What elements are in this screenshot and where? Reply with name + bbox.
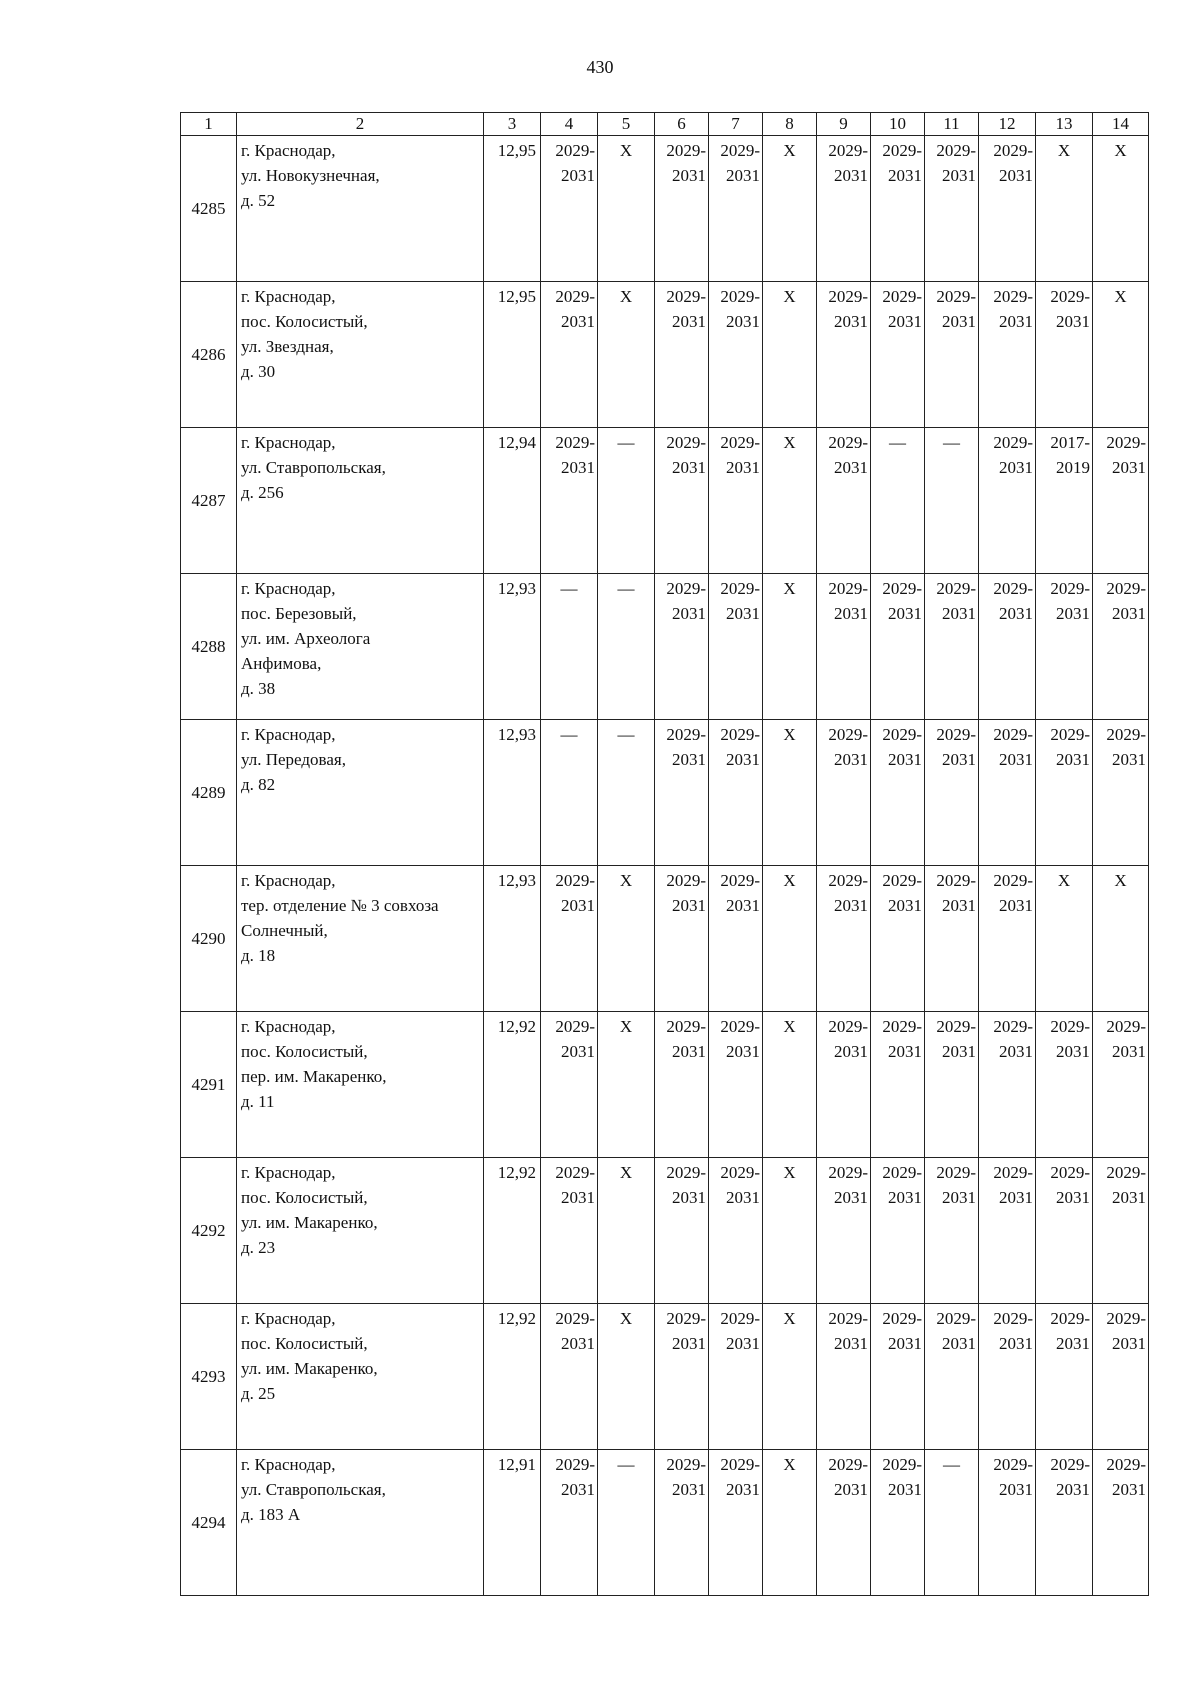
period-text: 2029- 2031 [828, 433, 868, 477]
period-cell [817, 574, 871, 720]
address-cell: г. Краснодар, пос. Колосистый, ул. им. Макаренко, д. 23 [237, 1158, 484, 1304]
period-cell [979, 574, 1036, 720]
period-text: Х [619, 1309, 633, 1328]
period-text: 2029- 2031 [666, 433, 706, 477]
period-cell [655, 574, 709, 720]
value-cell: 12,92 [484, 1012, 541, 1158]
period-text: Х [783, 579, 796, 598]
period-cell [763, 282, 817, 428]
period-text: 2029- 2031 [828, 579, 868, 623]
column-header: 2 [237, 113, 484, 136]
table-row [181, 1450, 1149, 1596]
period-text: 2029- 2031 [666, 579, 706, 623]
period-cell [1093, 282, 1149, 428]
table-row [181, 1158, 1149, 1304]
period-cell [979, 1450, 1036, 1596]
period-text: 2029- 2031 [993, 287, 1033, 331]
period-cell [925, 136, 979, 282]
period-cell [1036, 720, 1093, 866]
period-cell [709, 428, 763, 574]
table-body [181, 136, 1149, 1596]
period-cell [871, 720, 925, 866]
address-cell: г. Краснодар, ул. Новокузнечная, д. 52 [237, 136, 484, 282]
period-cell [817, 136, 871, 282]
period-text: 2029- 2031 [882, 579, 922, 623]
period-text: 2029- 2031 [828, 287, 868, 331]
period-text: 2029- 2031 [555, 287, 595, 331]
period-text: 2029- 2031 [1106, 725, 1146, 769]
period-text: Х [783, 725, 796, 744]
period-cell [817, 1158, 871, 1304]
period-text: — [560, 725, 578, 744]
period-text: 2029- 2031 [882, 871, 922, 915]
period-text: 2029- 2031 [936, 725, 976, 769]
period-cell [817, 866, 871, 1012]
period-cell [763, 428, 817, 574]
period-text: Х [783, 1455, 796, 1474]
value-cell: 12,93 [484, 574, 541, 720]
period-cell [763, 1304, 817, 1450]
period-text: 2029- 2031 [828, 141, 868, 185]
period-cell [598, 1450, 655, 1596]
period-cell [709, 282, 763, 428]
period-text: 2029- 2031 [666, 725, 706, 769]
value-cell: 12,94 [484, 428, 541, 574]
period-cell [709, 574, 763, 720]
period-text: 2029- 2031 [882, 1017, 922, 1061]
period-cell [655, 1450, 709, 1596]
period-cell [598, 1304, 655, 1450]
period-text: — [617, 433, 635, 452]
period-cell [979, 1158, 1036, 1304]
row-number: 4290 [181, 866, 237, 1012]
period-text: 2029- 2031 [666, 1455, 706, 1499]
period-cell [763, 574, 817, 720]
period-text: Х [1114, 287, 1127, 306]
row-number: 4293 [181, 1304, 237, 1450]
period-text: 2029- 2031 [720, 1309, 760, 1353]
period-text: 2029- 2031 [555, 871, 595, 915]
period-cell [1093, 1304, 1149, 1450]
value-cell: 12,93 [484, 720, 541, 866]
period-text: 2029- 2031 [993, 433, 1033, 477]
period-text: 2029- 2031 [666, 871, 706, 915]
period-text: Х [1114, 871, 1127, 890]
period-cell [655, 720, 709, 866]
period-text: 2029- 2031 [828, 1309, 868, 1353]
period-cell [655, 1158, 709, 1304]
row-number: 4291 [181, 1012, 237, 1158]
period-text: Х [619, 1017, 633, 1036]
period-text: 2029- 2031 [936, 871, 976, 915]
row-number: 4288 [181, 574, 237, 720]
period-cell [655, 1012, 709, 1158]
column-header: 7 [709, 113, 763, 136]
table-row [181, 136, 1149, 282]
period-text: 2029- 2031 [666, 1163, 706, 1207]
row-number: 4294 [181, 1450, 237, 1596]
period-text: 2029- 2031 [1050, 1163, 1090, 1207]
period-cell [979, 866, 1036, 1012]
period-text: 2029- 2031 [1106, 579, 1146, 623]
period-text: 2029- 2031 [720, 287, 760, 331]
period-text: 2029- 2031 [555, 141, 595, 185]
period-cell [541, 1012, 598, 1158]
period-text: 2029- 2031 [555, 1455, 595, 1499]
column-header: 4 [541, 113, 598, 136]
period-text: 2029- 2031 [666, 1017, 706, 1061]
period-cell [979, 136, 1036, 282]
period-cell [598, 282, 655, 428]
column-header: 6 [655, 113, 709, 136]
period-text: 2029- 2031 [555, 1017, 595, 1061]
period-cell [763, 1450, 817, 1596]
row-number: 4292 [181, 1158, 237, 1304]
period-text: 2029- 2031 [936, 287, 976, 331]
period-cell [598, 866, 655, 1012]
period-cell [817, 1304, 871, 1450]
address-cell: г. Краснодар, пос. Колосистый, пер. им. Макаренко, д. 11 [237, 1012, 484, 1158]
period-text: Х [1057, 871, 1071, 890]
period-text: 2029- 2031 [720, 871, 760, 915]
column-header: 11 [925, 113, 979, 136]
row-number: 4286 [181, 282, 237, 428]
period-cell [541, 1450, 598, 1596]
column-header: 1 [181, 113, 237, 136]
period-cell [925, 720, 979, 866]
period-text: Х [619, 141, 633, 160]
table-row [181, 282, 1149, 428]
period-text: 2017- 2019 [1050, 433, 1090, 477]
period-text: 2029- 2031 [993, 1455, 1033, 1499]
period-text: — [617, 725, 635, 744]
period-cell [871, 574, 925, 720]
value-cell: 12,93 [484, 866, 541, 1012]
register-table [180, 112, 1149, 1596]
period-text: 2029- 2031 [720, 1163, 760, 1207]
period-text: — [560, 579, 578, 598]
period-cell [1036, 574, 1093, 720]
period-cell [979, 428, 1036, 574]
period-cell [1093, 1450, 1149, 1596]
period-cell [763, 866, 817, 1012]
period-cell [1093, 574, 1149, 720]
period-text: — [617, 579, 635, 598]
header-row [181, 113, 1149, 136]
period-cell [541, 282, 598, 428]
period-text: 2029- 2031 [1106, 433, 1146, 477]
period-cell [925, 1450, 979, 1596]
period-cell [709, 1012, 763, 1158]
period-text: 2029- 2031 [993, 1309, 1033, 1353]
column-header: 12 [979, 113, 1036, 136]
period-cell [709, 136, 763, 282]
value-cell: 12,91 [484, 1450, 541, 1596]
value-cell: 12,92 [484, 1158, 541, 1304]
period-text: 2029- 2031 [1050, 1455, 1090, 1499]
period-text: 2029- 2031 [720, 1455, 760, 1499]
period-text: 2029- 2031 [882, 1163, 922, 1207]
period-text: 2029- 2031 [666, 141, 706, 185]
period-text: 2029- 2031 [993, 1017, 1033, 1061]
period-text: 2029- 2031 [882, 141, 922, 185]
period-text: 2029- 2031 [993, 871, 1033, 915]
period-cell [1036, 1450, 1093, 1596]
period-cell [1036, 428, 1093, 574]
period-cell [871, 136, 925, 282]
period-text: 2029- 2031 [1050, 725, 1090, 769]
period-text: Х [1114, 141, 1127, 160]
period-text: 2029- 2031 [882, 725, 922, 769]
period-text: 2029- 2031 [666, 1309, 706, 1353]
period-cell [871, 1158, 925, 1304]
period-text: 2029- 2031 [720, 725, 760, 769]
period-cell [1093, 866, 1149, 1012]
period-cell [817, 428, 871, 574]
period-cell [541, 428, 598, 574]
column-header: 3 [484, 113, 541, 136]
period-text: 2029- 2031 [1050, 579, 1090, 623]
period-text: 2029- 2031 [720, 579, 760, 623]
period-text: 2029- 2031 [936, 141, 976, 185]
address-cell: г. Краснодар, ул. Ставропольская, д. 256 [237, 428, 484, 574]
period-text: — [889, 433, 906, 452]
period-cell [763, 1158, 817, 1304]
period-cell [1093, 136, 1149, 282]
period-cell [541, 720, 598, 866]
period-cell [1036, 866, 1093, 1012]
period-cell [871, 1450, 925, 1596]
period-cell [655, 1304, 709, 1450]
period-text: 2029- 2031 [882, 287, 922, 331]
table-row [181, 428, 1149, 574]
period-text: 2029- 2031 [720, 141, 760, 185]
period-cell [709, 1450, 763, 1596]
period-cell [817, 1450, 871, 1596]
period-cell [817, 720, 871, 866]
period-text: Х [783, 287, 796, 306]
address-cell: г. Краснодар, ул. Передовая, д. 82 [237, 720, 484, 866]
period-cell [1036, 282, 1093, 428]
period-text: Х [783, 433, 796, 452]
period-cell [598, 720, 655, 866]
table-row [181, 866, 1149, 1012]
table-row [181, 1304, 1149, 1450]
period-cell [925, 428, 979, 574]
period-cell [541, 574, 598, 720]
address-cell: г. Краснодар, ул. Ставропольская, д. 183 А [237, 1450, 484, 1596]
period-text: 2029- 2031 [828, 725, 868, 769]
period-text: 2029- 2031 [882, 1309, 922, 1353]
period-cell [979, 282, 1036, 428]
period-cell [655, 136, 709, 282]
period-cell [925, 574, 979, 720]
period-cell [763, 1012, 817, 1158]
period-cell [979, 720, 1036, 866]
period-text: Х [783, 871, 796, 890]
column-header: 13 [1036, 113, 1093, 136]
period-text: 2029- 2031 [936, 1017, 976, 1061]
period-cell [925, 1012, 979, 1158]
period-cell [709, 866, 763, 1012]
period-text: — [943, 433, 960, 452]
period-cell [925, 282, 979, 428]
period-text: Х [619, 1163, 633, 1182]
period-text: — [617, 1455, 635, 1474]
value-cell: 12,92 [484, 1304, 541, 1450]
period-text: 2029- 2031 [936, 1163, 976, 1207]
period-text: 2029- 2031 [993, 141, 1033, 185]
column-header: 8 [763, 113, 817, 136]
period-text: Х [783, 1163, 796, 1182]
period-cell [763, 720, 817, 866]
period-cell [817, 1012, 871, 1158]
period-cell [763, 136, 817, 282]
column-header: 9 [817, 113, 871, 136]
period-text: Х [783, 141, 796, 160]
period-text: 2029- 2031 [936, 1309, 976, 1353]
period-cell [1036, 136, 1093, 282]
period-cell [979, 1012, 1036, 1158]
period-text: 2029- 2031 [828, 1017, 868, 1061]
address-cell: г. Краснодар, пос. Колосистый, ул. Звездная, д. 30 [237, 282, 484, 428]
period-cell [598, 136, 655, 282]
period-text: 2029- 2031 [993, 1163, 1033, 1207]
period-text: 2029- 2031 [993, 725, 1033, 769]
period-cell [871, 428, 925, 574]
period-text: 2029- 2031 [993, 579, 1033, 623]
period-cell [1093, 1158, 1149, 1304]
period-text: 2029- 2031 [828, 1163, 868, 1207]
page-number: 430 [586, 57, 614, 77]
period-cell [541, 1158, 598, 1304]
period-cell [871, 282, 925, 428]
period-text: 2029- 2031 [720, 1017, 760, 1061]
address-cell: г. Краснодар, пос. Колосистый, ул. им. Макаренко, д. 25 [237, 1304, 484, 1450]
period-cell [925, 1304, 979, 1450]
period-cell [1036, 1012, 1093, 1158]
period-cell [709, 1304, 763, 1450]
period-cell [655, 282, 709, 428]
address-cell: г. Краснодар, тер. отделение № 3 совхоза Солнечный, д. 18 [237, 866, 484, 1012]
period-cell [925, 866, 979, 1012]
table-row [181, 1012, 1149, 1158]
column-header: 5 [598, 113, 655, 136]
period-text: 2029- 2031 [555, 433, 595, 477]
period-text: 2029- 2031 [828, 871, 868, 915]
period-text: 2029- 2031 [828, 1455, 868, 1499]
table-row [181, 720, 1149, 866]
period-cell [598, 428, 655, 574]
period-text: 2029- 2031 [720, 433, 760, 477]
table-row [181, 574, 1149, 720]
period-cell [541, 866, 598, 1012]
period-cell [1093, 428, 1149, 574]
period-text: 2029- 2031 [555, 1309, 595, 1353]
value-cell: 12,95 [484, 136, 541, 282]
period-text: Х [619, 287, 633, 306]
period-text: Х [1057, 141, 1071, 160]
period-text: Х [619, 871, 633, 890]
value-cell: 12,95 [484, 282, 541, 428]
period-cell [709, 720, 763, 866]
period-cell [817, 282, 871, 428]
period-cell [979, 1304, 1036, 1450]
row-number: 4285 [181, 136, 237, 282]
period-text: 2029- 2031 [1106, 1017, 1146, 1061]
period-cell [871, 1304, 925, 1450]
period-text: 2029- 2031 [1050, 287, 1090, 331]
period-cell [598, 574, 655, 720]
period-cell [1036, 1158, 1093, 1304]
period-text: 2029- 2031 [555, 1163, 595, 1207]
period-cell [598, 1158, 655, 1304]
period-text: 2029- 2031 [1050, 1017, 1090, 1061]
period-text: 2029- 2031 [1106, 1455, 1146, 1499]
row-number: 4287 [181, 428, 237, 574]
address-cell: г. Краснодар, пос. Березовый, ул. им. Археолога Анфимова, д. 38 [237, 574, 484, 720]
period-cell [871, 866, 925, 1012]
period-text: 2029- 2031 [1050, 1309, 1090, 1353]
period-cell [709, 1158, 763, 1304]
period-text: 2029- 2031 [1106, 1309, 1146, 1353]
period-text: — [943, 1455, 960, 1474]
period-text: Х [783, 1017, 796, 1036]
period-cell [1036, 1304, 1093, 1450]
period-cell [541, 136, 598, 282]
period-cell [655, 866, 709, 1012]
period-cell [871, 1012, 925, 1158]
row-number: 4289 [181, 720, 237, 866]
period-cell [1093, 1012, 1149, 1158]
period-cell [598, 1012, 655, 1158]
column-header: 10 [871, 113, 925, 136]
period-text: 2029- 2031 [882, 1455, 922, 1499]
period-cell [925, 1158, 979, 1304]
period-text: 2029- 2031 [666, 287, 706, 331]
column-header: 14 [1093, 113, 1149, 136]
period-cell [655, 428, 709, 574]
period-text: 2029- 2031 [936, 579, 976, 623]
period-text: 2029- 2031 [1106, 1163, 1146, 1207]
period-cell [1093, 720, 1149, 866]
period-text: Х [783, 1309, 796, 1328]
period-cell [541, 1304, 598, 1450]
